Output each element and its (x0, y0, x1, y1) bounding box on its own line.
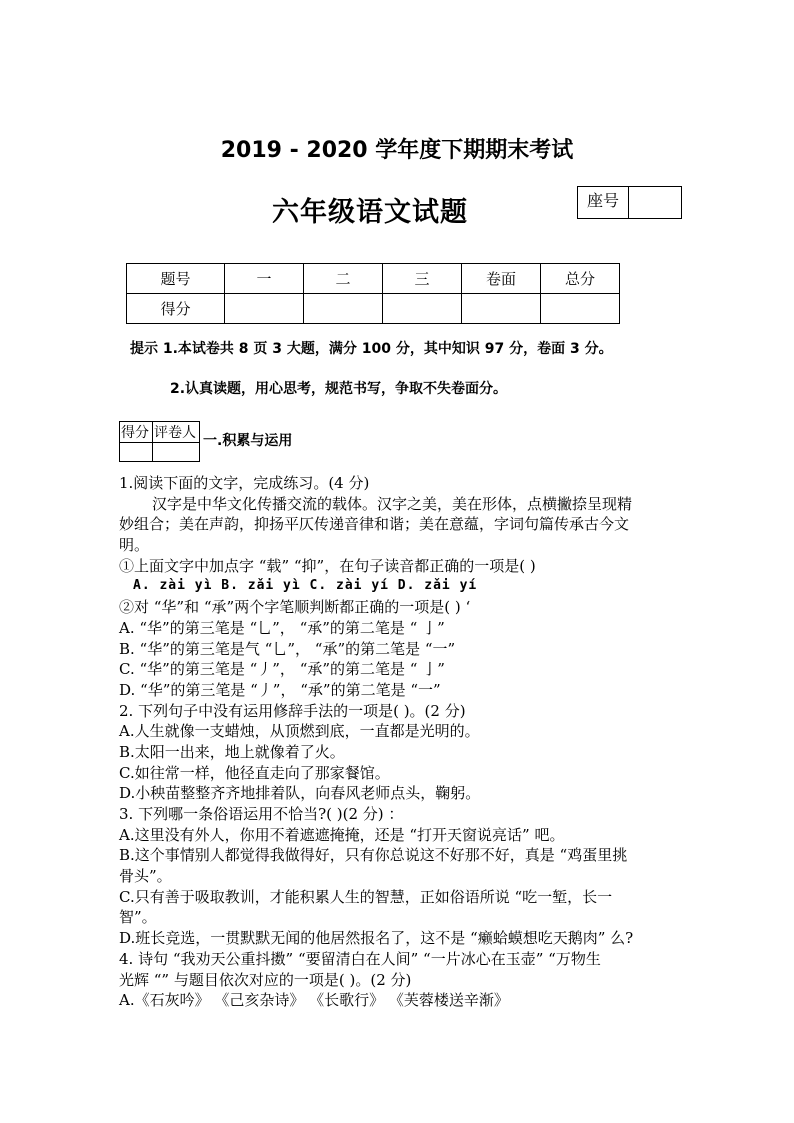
seat-number-field[interactable] (629, 187, 681, 218)
question-content (119, 473, 684, 1011)
question-line: B.太阳一出来，地上就像着了火。 (119, 742, 345, 761)
seat-number-box (577, 186, 682, 219)
score-header-cell: 一 (225, 264, 304, 294)
question-line: ②对 “华”和 “承”两个字笔顺判断都正确的一项是( ) ‘ (119, 598, 471, 617)
score-header-cell: 总分 (541, 264, 620, 294)
paper-title: 六年级语文试题 (272, 197, 468, 228)
score-cell[interactable] (462, 294, 541, 324)
question-line: 2. 下列句子中没有运用修辞手法的一项是( )。(2 分) (119, 701, 466, 720)
score-cell[interactable] (304, 294, 383, 324)
question-line: A.这里没有外人，你用不着遮遮掩掩，还是 “打开天窗说亮话” 吧。 (119, 825, 565, 844)
question-line: 汉字是中华文化传播交流的载体。汉字之美，美在形体，点横撇捺呈现精 (152, 494, 633, 513)
grader-score-label: 得分 (120, 422, 153, 443)
score-table-score-row (127, 294, 620, 324)
question-line: B.这个事情别人都觉得我做得好，只有你总说这不好那不好，真是 “鸡蛋里挑 (119, 846, 628, 865)
question-line: D.小秧苗整整齐齐地排着队，向春风老师点头，鞠躬。 (119, 784, 481, 803)
question-line: 光辉 “” 与题目依次对应的一项是( )。(2 分) (119, 970, 412, 989)
score-header-cell: 二 (304, 264, 383, 294)
question-line: A. zài yì B. zǎi yì C. zài yí D. zǎi yí (133, 578, 478, 594)
question-line: C.只有善于吸取教训，才能积累人生的智慧，正如俗语所说 “吃一堑，长一 (119, 887, 613, 906)
grader-value-row (120, 443, 200, 462)
grader-table (119, 421, 200, 462)
question-line: D.班长竞选，一贯默默无闻的他居然报名了，这不是 “癞蛤蟆想吃天鹅肉” 么? (119, 929, 634, 948)
score-table (126, 263, 620, 324)
score-cell[interactable] (541, 294, 620, 324)
question-line: A. “华”的第三笔是 “乚”， “承”的第二笔是 “ 亅” (119, 618, 445, 637)
question-line: 1.阅读下面的文字，完成练习。(4 分) (119, 474, 370, 492)
tip-line-2: 2.认真读题，用心思考，规范书写，争取不失卷面分。 (170, 381, 508, 397)
score-header-cell: 题号 (127, 264, 225, 294)
score-header-cell: 三 (383, 264, 462, 294)
question-line: A.《石灰吟》 《己亥杂诗》 《长歌行》 《芙蓉楼送辛渐》 (119, 991, 509, 1010)
score-header-cell: 卷面 (462, 264, 541, 294)
grader-reviewer-cell[interactable] (153, 443, 200, 462)
grader-score-cell[interactable] (120, 443, 153, 462)
question-line: 明。 (119, 536, 150, 555)
question-line: C. “华”的第三笔是 “丿”， “承”的第二笔是 “ 亅” (119, 660, 445, 679)
question-line: 妙组合；美在声韵，抑扬平仄传递音律和谐；美在意蕴，字词句篇传承古今文 (119, 515, 630, 534)
question-line: 3. 下列哪一条俗语运用不恰当?( )(2 分) ： (119, 805, 404, 823)
score-cell[interactable] (225, 294, 304, 324)
question-line: 4. 诗句 “我劝天公重抖擞” “要留清白在人间” “一片冰心在玉壶” “万物生 (119, 949, 601, 968)
score-table-header-row (127, 264, 620, 294)
score-row-label: 得分 (127, 294, 225, 324)
score-cell[interactable] (383, 294, 462, 324)
question-line: ①上面文字中加点字 “载” “抑”，在句子读音都正确的一项是( ) (119, 556, 536, 575)
question-line: C.如往常一样，他径直走向了那家餐馆。 (119, 763, 390, 782)
tip-line-1: 提示 1.本试卷共 8 页 3 大题，满分 100 分，其中知识 97 分，卷面 3 分。 (130, 341, 613, 357)
question-line: D. “华”的第三笔是 “丿”， “承”的第二笔是 “一” (119, 680, 441, 699)
question-line: 骨头”。 (119, 867, 172, 886)
exam-title: 2019 - 2020 学年度下期期末考试 (220, 138, 574, 163)
grader-reviewer-label: 评卷人 (153, 422, 200, 443)
section-1-title: 一.积累与运用 (203, 433, 293, 449)
question-line: A.人生就像一支蜡烛，从顶燃到底，一直都是光明的。 (119, 722, 480, 741)
grader-header-row (120, 422, 200, 443)
seat-label: 座号 (578, 187, 629, 218)
question-line: 智”。 (119, 908, 157, 927)
question-line: B. “华”的第三笔是气 “乚”， “承”的第二笔是 “一” (119, 639, 456, 658)
